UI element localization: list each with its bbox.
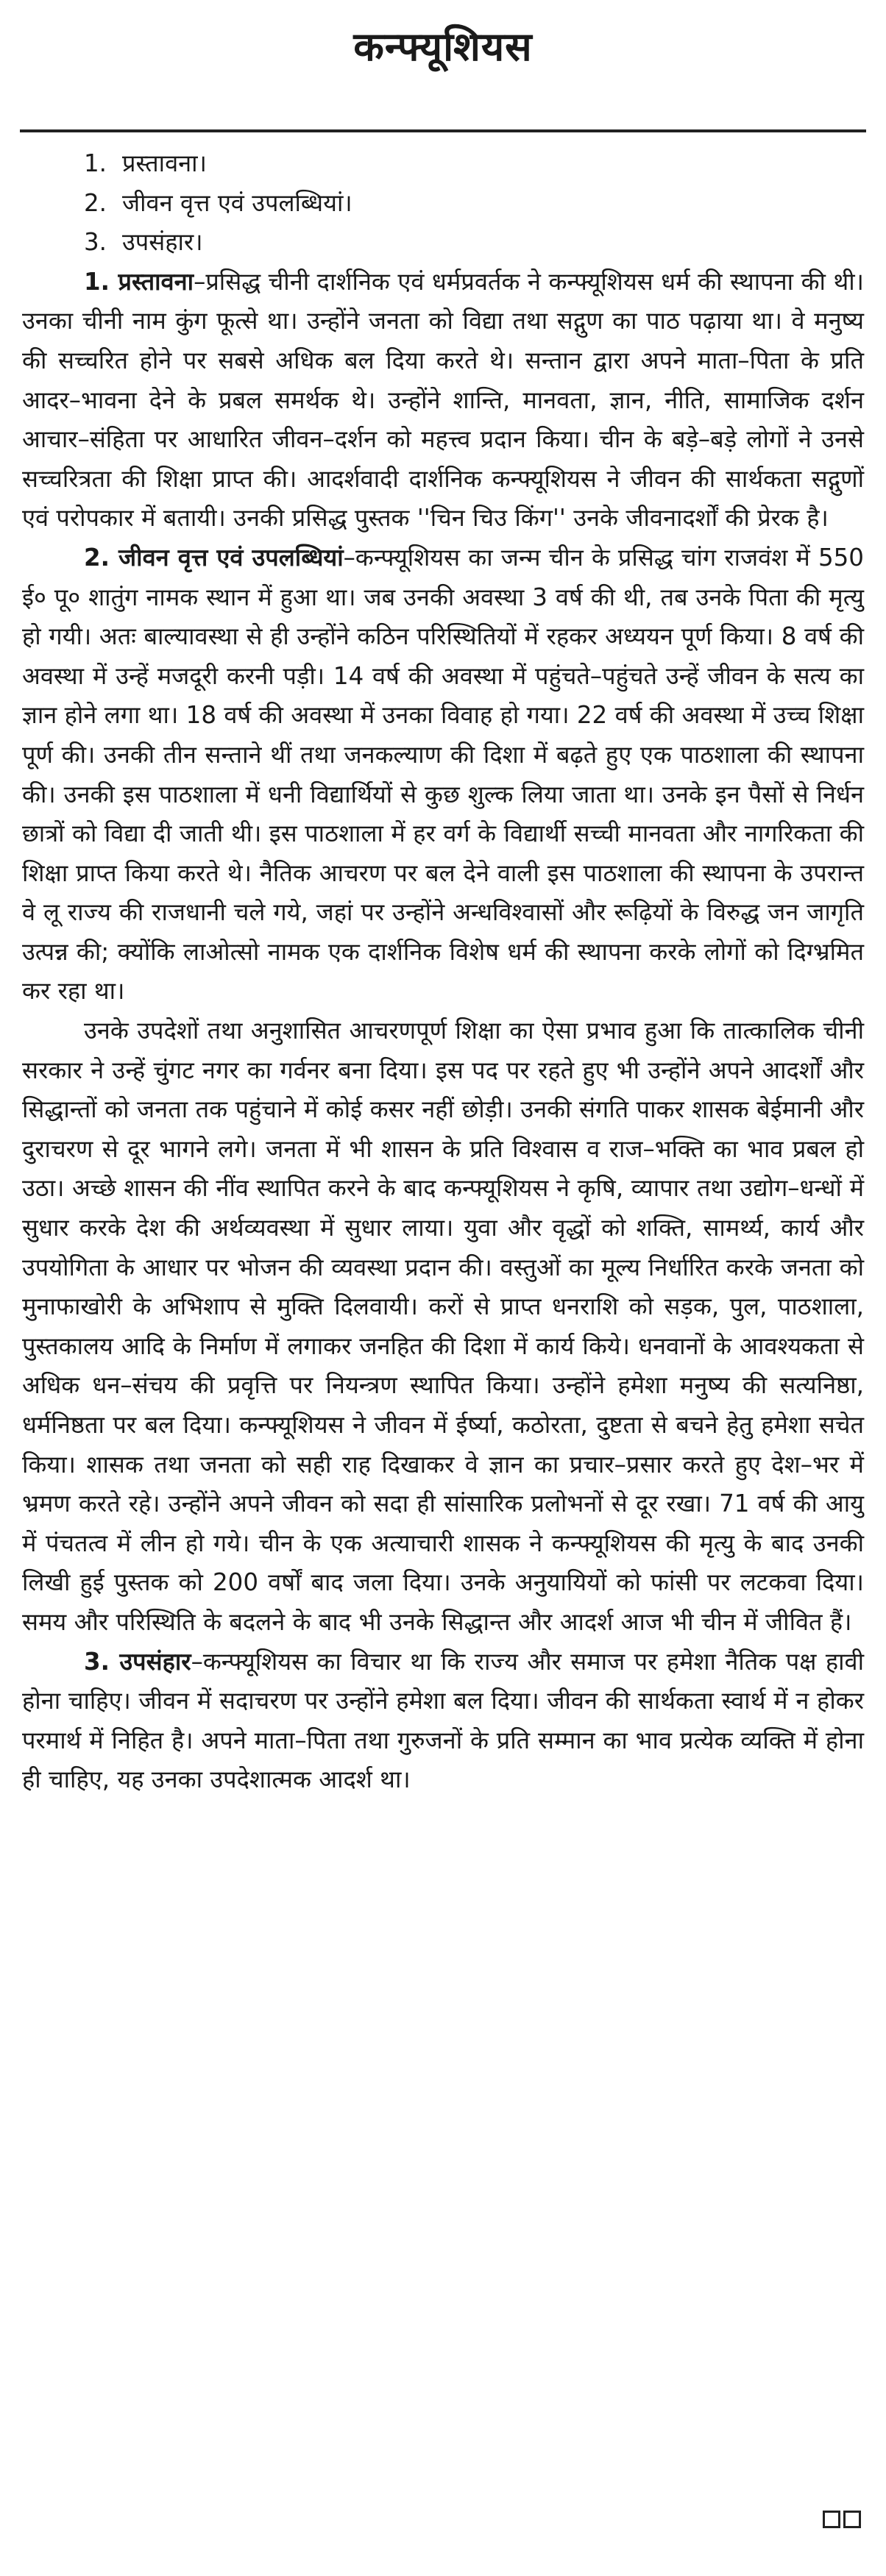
outline-label: उपसंहार। bbox=[122, 228, 203, 257]
outline-label: जीवन वृत्त एवं उपलब्धियां। bbox=[122, 188, 352, 217]
page-title: कन्फ्यूशियस bbox=[353, 24, 533, 70]
section-heading: 3. उपसंहार bbox=[84, 1647, 191, 1676]
outline-number: 1. bbox=[84, 149, 107, 177]
outline-number: 2. bbox=[84, 188, 107, 217]
paragraph-text: –प्रसिद्ध चीनी दार्शनिक एवं धर्मप्रवर्तक ने कन्फ्यूशियस धर्म की स्थापना की थी। उनका चीनी नाम कुंग फूत्से था। उन्होंने जनता को विद्या तथा सद्गुण का पाठ पढ़ाया था। वे मनुष्य की सच्चरित होने पर सबसे अधिक बल दिया करते थे। सन्तान द्वारा अपने माता–पिता के प्रति आदर–भावना देने के प्रबल समर्थक थे। उन्होंने शान्ति, मानवता, ज्ञान, नीति, सामाजिक दर्शन आचार–संहिता पर आधारित जीवन–दर्शन को महत्त्व प्रदान किया। चीन के बड़े–बड़े लोगों ने उनसे सच्चरित्रता की शिक्षा प्राप्त की। आदर्शवादी दार्शनिक कन्फ्यूशियस ने जीवन की सार्थकता सद्गुणों एवं परोपकार में बतायी। उनकी प्रसिद्ध पुस्तक ''चिन चिउ किंग'' उनके जीवनादर्शों की प्रेरक है। bbox=[22, 267, 864, 533]
paragraph-conclusion bbox=[22, 1643, 864, 1800]
paragraph-introduction bbox=[22, 263, 864, 538]
paragraph-text: उनके उपदेशों तथा अनुशासित आचरणपूर्ण शिक्षा का ऐसा प्रभाव हुआ कि तात्कालिक चीनी सरकार ने उन्हें चुंगट नगर का गर्वनर बना दिया। इस पद पर रहते हुए भी उन्होंने अपने आदर्शों और सिद्धान्तों को जनता तक पहुंचाने में कोई कसर नहीं छोड़ी। उनकी संगति पाकर शासक बेईमानी और दुराचरण से दूर भागने लगे। जनता में भी शासन के प्रति विश्वास व राज–भक्ति का भाव प्रबल हो उठा। अच्छे शासन की नींव स्थापित करने के बाद कन्फ्यूशियस ने कृषि, व्यापार तथा उद्योग–धन्धों में सुधार करके देश की अर्थव्यवस्था में सुधार लाया। युवा और वृद्धों को शक्ति, सामर्थ्य, कार्य और उपयोगिता के आधार पर भोजन की व्यवस्था प्रदान की। वस्तुओं का मूल्य निर्धारित करके जनता को मुनाफाखोरी के अभिशाप से मुक्ति दिलवायी। करों से प्राप्त धनराशि को सड़क, पुल, पाठशाला, पुस्तकालय आदि के निर्माण में लगाकर जनहित की दिशा में कार्य किये। धनवानों के आवश्यकता से अधिक धन–संचय की प्रवृत्ति पर नियन्त्रण स्थापित किया। उन्होंने हमेशा मनुष्य की सत्यनिष्ठा, धर्मनिष्ठता पर बल दिया। कन्फ्यूशियस ने जीवन में ईर्ष्या, कठोरता, दुष्टता से बचने हेतु हमेशा सचेत किया। शासक तथा जनता को सही राह दिखाकर वे ज्ञान का प्रचार–प्रसार करते हुए देश–भर में भ्रमण करते रहे। उन्होंने अपने जीवन को सदा ही सांसारिक प्रलोभनों से दूर रखा। 71 वर्ष की आयु में पंचतत्व में लीन हो गये। चीन के एक अत्याचारी शासक ने कन्फ्यूशियस की मृत्यु के बाद उनकी लिखी हुई पुस्तक को 200 वर्षों बाद जला दिया। उनके अनुयायियों को फांसी पर लटकवा दिया। समय और परिस्थिति के बदलने के बाद भी उनके सिद्धान्त और आदर्श आज भी चीन में जीवित हैं। bbox=[22, 1017, 864, 1636]
essay-body bbox=[22, 144, 864, 1800]
outline-label: प्रस्तावना। bbox=[122, 149, 207, 177]
title-divider bbox=[20, 129, 866, 132]
end-marker bbox=[823, 2511, 861, 2528]
outline-list bbox=[22, 144, 864, 263]
section-heading: 1. प्रस्तावना bbox=[84, 267, 194, 296]
outline-item bbox=[84, 223, 864, 263]
paragraph-life-achievements bbox=[22, 538, 864, 1011]
paragraph-text: –कन्फ्यूशियस का जन्म चीन के प्रसिद्ध चांग राजवंश में 550 ई० पू० शातुंग नामक स्थान में हुआ था। जब उनकी अवस्था 3 वर्ष की थी, तब उनके पिता की मृत्यु हो गयी। अतः बाल्यावस्था से ही उन्होंने कठिन परिस्थितियों में रहकर अध्ययन पूर्ण किया। 8 वर्ष की अवस्था में उन्हें मजदूरी करनी पड़ी। 14 वर्ष की अवस्था में पहुंचते–पहुंचते उन्हें जीवन के सत्य का ज्ञान होने लगा था। 18 वर्ष की अवस्था में उनका विवाह हो गया। 22 वर्ष की अवस्था में उच्च शिक्षा पूर्ण की। उनकी तीन सन्ताने थीं तथा जनकल्याण की दिशा में बढ़ते हुए एक पाठशाला की स्थापना की। उनकी इस पाठशाला में धनी विद्यार्थियों से कुछ शुल्क लिया जाता था। उनके इन पैसों से निर्धन छात्रों को विद्या दी जाती थी। इस पाठशाला में हर वर्ग के विद्यार्थी सच्ची मानवता और नागरिकता की शिक्षा प्राप्त किया करते थे। नैतिक आचरण पर बल देने वाली इस पाठशाला की स्थापना के उपरान्त वे लू राज्य की राजधानी चले गये, जहां पर उन्होंने अन्धविश्वासों और रूढ़ियों के विरुद्ध जन जागृति उत्पन्न की; क्योंकि लाओत्सो नामक एक दार्शनिक विशेष धर्म की स्थापना करके लोगों को दिग्भ्रमित कर रहा था। bbox=[22, 543, 864, 1006]
section-heading: 2. जीवन वृत्त एवं उपलब्धियां bbox=[84, 543, 344, 572]
paragraph-text: –कन्फ्यूशियस का विचार था कि राज्य और समाज पर हमेशा नैतिक पक्ष हावी होना चाहिए। जीवन में सदाचरण पर उन्होंने हमेशा बल दिया। जीवन की सार्थकता स्वार्थ में न होकर परमार्थ में निहित है। अपने माता–पिता तथा गुरुजनों के प्रति सम्मान का भाव प्रत्येक व्यक्ति में होना ही चाहिए, यह उनका उपदेशात्मक आदर्श था। bbox=[22, 1647, 865, 1794]
square-icon bbox=[843, 2511, 861, 2528]
square-icon bbox=[823, 2511, 840, 2528]
outline-number: 3. bbox=[84, 228, 107, 257]
outline-item bbox=[84, 144, 864, 184]
paragraph-teachings bbox=[22, 1011, 864, 1643]
outline-item bbox=[84, 184, 864, 224]
